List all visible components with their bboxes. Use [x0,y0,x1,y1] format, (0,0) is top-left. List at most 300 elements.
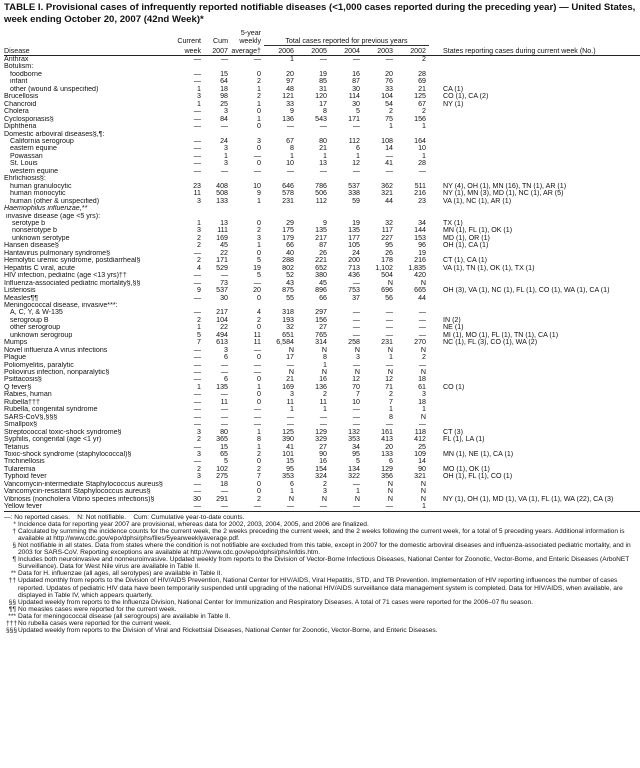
table-row [4,421,640,428]
cell-value: 8 [389,413,393,421]
cell-value: 28 [418,70,426,78]
cell-value: 258 [348,339,360,347]
table-row [4,347,640,354]
cell-value: 2 [323,480,327,488]
disease-name: unknown serogroup [10,331,73,339]
cell-value: 16 [319,458,327,466]
footnote [4,528,636,542]
cell-value: — [193,249,201,257]
cell-value: 802 [282,264,294,272]
cell-value: 11 [253,331,261,339]
cell-value: 324 [315,473,327,481]
cell-value: 353 [348,436,360,444]
cell-value: 3 [197,473,201,481]
cell-value: 125 [414,93,426,101]
cell-value: 362 [381,182,393,190]
cell-value: — [193,279,201,287]
cell-value: 117 [381,227,393,235]
table-row [4,63,640,70]
cell-value [396,205,429,212]
cell-value: 1 [224,152,228,160]
table-row [4,384,640,391]
cell-value [363,131,396,138]
cell-value: 10 [352,398,360,406]
cell-value: 696 [381,287,393,295]
states-reporting: IN (2) [443,316,461,324]
cell-value: N [387,346,393,354]
cell-value: — [220,361,228,369]
cell-value: 2 [257,227,261,235]
cell-value: 9 [323,219,327,227]
table-row [4,414,640,421]
cell-value: 1 [290,152,294,160]
states-header: States reporting cases during current week (No.) [429,46,640,56]
cell-value: 2 [257,93,261,101]
disease-name: invasive disease (age <5 yrs): [6,212,101,220]
cell-value [204,302,231,309]
cell-value [231,131,264,138]
cell-value: 87 [352,78,360,86]
cell-value: 227 [381,234,393,242]
cell-value: 2 [257,451,261,459]
cell-value: — [253,406,261,414]
states-reporting [429,481,640,488]
cell-value: 85 [319,78,327,86]
cell-value: — [352,123,360,131]
table-row [4,250,640,257]
cell-value: 5 [356,108,360,116]
table-row [4,257,640,264]
footnote-text: No measles cases were reported for the current week. [18,605,177,613]
states-reporting [429,503,640,511]
table-row [4,78,640,85]
cell-value: 59 [352,197,360,205]
footnote [4,599,636,606]
cell-value: 1 [197,324,201,332]
cell-value: 52 [286,272,294,280]
cell-value: 9 [290,108,294,116]
cell-value: 193 [282,316,294,324]
cell-value: — [352,361,360,369]
cell-value: 652 [315,264,327,272]
cell-value: 1 [257,443,261,451]
table-row [4,86,640,93]
cell-value: 1 [197,85,201,93]
cell-value: 875 [282,287,294,295]
cell-value: 511 [414,182,426,190]
cell-value: 10 [286,160,294,168]
states-reporting: NY (1), MN (3), MD (1), NC (1), AR (5) [443,190,564,198]
cell-value: 31 [319,85,327,93]
cell-value: 6 [224,376,228,384]
disease-name: Botulism: [4,63,34,71]
disease-name: human monocytic [10,190,66,198]
cell-value: 90 [319,451,327,459]
cell-value: 646 [282,182,294,190]
cell-value: — [352,406,360,414]
cell-value: 12 [352,160,360,168]
cell-value: 0 [257,145,261,153]
states-reporting [429,145,640,152]
cell-value: N [420,480,426,488]
cell-value: 3 [224,145,228,153]
table-row [4,265,640,272]
cell-value: 20 [385,443,393,451]
states-reporting [429,391,640,398]
cell-value: 18 [220,480,228,488]
cell-value: 11 [253,339,261,347]
disease-name: other serogroup [10,324,61,332]
disease-name: Poliovirus infection, nonparalytic§ [4,369,110,377]
disease-name: Rabies, human [4,391,52,399]
cell-value: 21 [319,145,327,153]
cell-value: 651 [282,331,294,339]
cell-value: — [193,78,201,86]
cell-value: 24 [220,137,228,145]
cell-value: 1 [356,488,360,496]
footnote-text: Calculated by summing the incidence counts for the current week, the 2 weeks preceding the current week, and the 2 weeks following the current week, for a total of 5 preceding years. Additional information is available at http://www.cdc.gov/epo/dphsi/phs/files/5yearweeklyaverage.pdf. [18,527,625,542]
table-row [4,123,640,130]
cell-value: — [253,413,261,421]
cell-value: N [387,279,393,287]
cell-value: 297 [315,309,327,317]
cell-value: 1 [257,115,261,123]
cell-value: 84 [220,115,228,123]
cell-value: — [193,108,201,116]
states-reporting [429,354,640,361]
states-reporting [429,168,640,175]
cell-value [231,175,264,182]
disease-name: Vibriosis (noncholera Vibrio species infections)§ [4,495,155,503]
cell-value: 0 [257,480,261,488]
cell-value: — [352,324,360,332]
disease-name: Listeriosis [4,287,36,295]
states-reporting: NE (1) [443,324,464,332]
footnote-text: Not notifiable in all states. Data from states where the condition is not notifiable are excluded from this table, except in 2007 for the domestic arboviral diseases and influenza-associated pediatric mortality, and in 2003 for SARS-CoV. Reporting exceptions are available at http://www.cdc.gov/epo/dphsi/phs/infdis.htm. [18,542,631,557]
footnotes [4,514,636,635]
states-reporting [429,78,640,85]
disease-name: Hansen disease§ [4,242,59,250]
cell-value: 136 [315,383,327,391]
cell-value: N [420,369,426,377]
footnote [4,570,636,577]
states-reporting: OH (1), FL (1), CO (1) [443,473,513,481]
avg-header-line3: average† [231,46,264,56]
cell-value: 34 [352,443,360,451]
cell-value: N [321,369,327,377]
cell-value: 104 [216,316,228,324]
cell-value: 16 [352,70,360,78]
disease-name: Novel influenza A virus infections [4,346,108,354]
cell-value: 121 [282,93,294,101]
cell-value: — [352,309,360,317]
cell-value: 537 [216,287,228,295]
disease-name: Brucellosis [4,93,39,101]
cell-value: 177 [348,234,360,242]
cell-value: 2 [422,354,426,362]
cell-value: N [420,495,426,503]
cell-value: 8 [257,436,261,444]
footnote-mark: § [12,542,16,550]
cell-value: — [193,421,201,429]
cell-value: 69 [418,78,426,86]
cell-value [330,175,363,182]
cell-value: 529 [216,264,228,272]
cell-value: 6 [389,458,393,466]
cell-value: 136 [282,115,294,123]
cell-value: 420 [414,272,426,280]
cell-value: 45 [220,242,228,250]
states-reporting: OH (3), VA (1), NC (1), FL (1), CO (1), WA (1), CA (1) [443,287,610,295]
states-reporting [429,205,640,212]
table-row [4,131,640,138]
cell-value: 120 [315,93,327,101]
cell-value: 216 [414,190,426,198]
cell-value: 1 [356,152,360,160]
cell-value: 55 [286,294,294,302]
cell-value: 2 [257,316,261,324]
disease-table [4,29,640,512]
disease-name: Diphtheria [4,123,37,131]
cell-value: 10 [418,145,426,153]
cell-value: — [385,361,393,369]
cell-value: 156 [315,316,327,324]
cell-value [264,213,297,220]
cell-value: 17 [319,100,327,108]
footnote-text: Updated weekly from reports to the Division of Viral and Rickettsial Diseases, National Center for Zoonotic, Vector-Borne, and Enteric Diseases. [18,627,438,635]
year-header: 2005 [297,46,330,56]
cell-value: 0 [257,324,261,332]
cell-value: — [352,331,360,339]
cell-value [396,213,429,220]
cell-value: 504 [381,272,393,280]
cell-value: 44 [385,197,393,205]
cell-value: 169 [216,234,228,242]
table-row [4,488,640,495]
cell-value: 200 [348,257,360,265]
disease-name: Hepatitis C viral, acute [4,264,75,272]
cell-value: — [385,309,393,317]
cell-value: 321 [414,473,426,481]
cell-value: 7 [257,473,261,481]
cell-value: — [286,167,294,175]
cell-value: 270 [414,339,426,347]
states-reporting [429,399,640,406]
table-row [4,108,640,115]
table-row [4,116,640,123]
table-row [4,220,640,227]
cell-value: 1 [290,55,294,63]
cell-value: — [193,160,201,168]
cell-value: — [352,167,360,175]
cell-value [330,205,363,212]
states-reporting [429,116,640,123]
cell-value: — [193,361,201,369]
cell-value: 508 [216,190,228,198]
table-row [4,190,640,197]
cell-value: 0 [257,70,261,78]
cell-value: — [231,503,264,511]
cell-value: 2 [257,495,261,503]
states-reporting [429,272,640,279]
cell-value: 231 [381,339,393,347]
disease-name: Ehrlichiosis§: [4,175,46,183]
table-row [4,458,640,465]
cell-value: 4 [197,264,201,272]
cell-value: — [264,503,297,511]
cell-value: 18 [418,376,426,384]
cell-value: 21 [286,376,294,384]
disease-name: Cholera [4,108,29,116]
table-row [4,436,640,443]
states-reporting: MN (1), NE (1), CA (1) [443,451,514,459]
disease-name: Vancomycin-resistant Staphylococcus aureus§ [4,488,151,496]
cell-value: 43 [286,279,294,287]
cell-value: 0 [257,123,261,131]
cell-value: — [319,413,327,421]
cell-value: — [418,421,426,429]
cell-value: 8 [290,145,294,153]
cell-value: 543 [315,115,327,123]
table-row [4,213,640,220]
cell-value: — [352,55,360,63]
cell-value: — [220,421,228,429]
cell-value: — [385,324,393,332]
cell-value [297,175,330,182]
cell-value [231,63,264,70]
table-row [4,376,640,383]
cell-value: 175 [282,227,294,235]
cell-value [330,213,363,220]
table-row [4,287,640,294]
cell-value: — [220,406,228,414]
cell-value: 5 [197,331,201,339]
cell-value: 179 [282,234,294,242]
states-reporting: MD (1), OR (1) [443,234,490,242]
cell-value: 19 [418,249,426,257]
cell-value: 64 [220,78,228,86]
cell-value: 44 [418,294,426,302]
cell-value: 0 [257,354,261,362]
disease-name: Psittacosis§ [4,376,42,384]
states-reporting: CO (1), CA (2) [443,93,489,101]
cell-value: 5 [257,272,261,280]
cell-value: — [204,503,231,511]
cell-value: 5 [224,458,228,466]
table-row [4,317,640,324]
cell-value: — [385,421,393,429]
cell-value: 0 [257,376,261,384]
cell-value: 288 [282,257,294,265]
disease-name: Tularemia [4,465,36,473]
cell-value: 2 [257,465,261,473]
cell-value: 15 [220,70,228,78]
footnote [4,613,636,620]
cell-value: N [354,369,360,377]
cell-value: 322 [348,473,360,481]
cell-value [396,63,429,70]
cell-value: 1 [389,354,393,362]
states-reporting [429,123,640,130]
cell-value [297,131,330,138]
cell-value: 1 [396,503,429,511]
cell-value [363,175,396,182]
disease-name: nonserotype b [12,227,57,235]
cell-value: 12 [352,376,360,384]
cell-value: 380 [315,272,327,280]
states-reporting [429,406,640,413]
disease-name: Yellow fever [4,503,174,511]
states-reporting: TX (1) [443,219,463,227]
table-row [4,466,640,473]
cell-value: — [220,55,228,63]
cell-value: 3 [224,108,228,116]
cell-value [297,213,330,220]
cell-value: 1,102 [375,264,393,272]
disease-name: St. Louis [10,160,38,168]
states-reporting: NY (1) [443,100,464,108]
cell-value [174,175,204,182]
cell-value: 408 [216,182,228,190]
states-reporting [429,213,640,220]
cum-header-line2: 2007 [204,46,231,56]
cell-value: 6 [290,480,294,488]
cell-value: 40 [286,249,294,257]
cell-value: — [193,398,201,406]
cell-value: 41 [286,443,294,451]
table-row [4,339,640,346]
table-row [4,473,640,480]
cell-value: 153 [414,234,426,242]
cell-value: — [319,55,327,63]
footnote-mark: *** [8,612,16,620]
cell-value: 61 [418,383,426,391]
cell-value: 896 [315,287,327,295]
table-title: TABLE I. Provisional cases of infrequently reported notifiable diseases (<1,000 cases reported during the preceding year) — United States, week ending October 20, 2007 (42nd Week)* [4,2,636,25]
footnote-mark: † [12,527,16,535]
cell-value: 18 [418,398,426,406]
states-reporting [429,309,640,316]
states-reporting [429,108,640,115]
cell-value: — [352,480,360,488]
cell-value: — [193,346,201,354]
disease-name: Cyclosporiasis§ [4,115,54,123]
cell-value: 169 [282,383,294,391]
footnote-text: Data for meningococcal disease (all serogroups) are available in Table II. [18,612,231,620]
table-row [4,235,640,242]
cell-value [330,302,363,309]
cell-value: 97 [286,78,294,86]
cell-value: 30 [220,294,228,302]
year-header: 2003 [363,46,396,56]
cell-value: 9 [197,287,201,295]
cell-value: 20 [286,70,294,78]
table-row [4,332,640,339]
cell-value: 178 [381,257,393,265]
states-reporting: MI (1), MO (1), FL (1), TN (1), CA (1) [443,331,559,339]
cell-value: 21 [418,85,426,93]
disease-name: HIV infection, pediatric (age <13 yrs)†† [4,272,127,280]
cell-value: 1 [257,100,261,108]
cell-value: 3 [197,93,201,101]
states-reporting [429,414,640,421]
table-row [4,227,640,234]
cell-value [363,302,396,309]
cell-value: 96 [418,242,426,250]
cell-value: 1 [257,197,261,205]
cell-value: — [253,279,261,287]
cell-value [264,302,297,309]
